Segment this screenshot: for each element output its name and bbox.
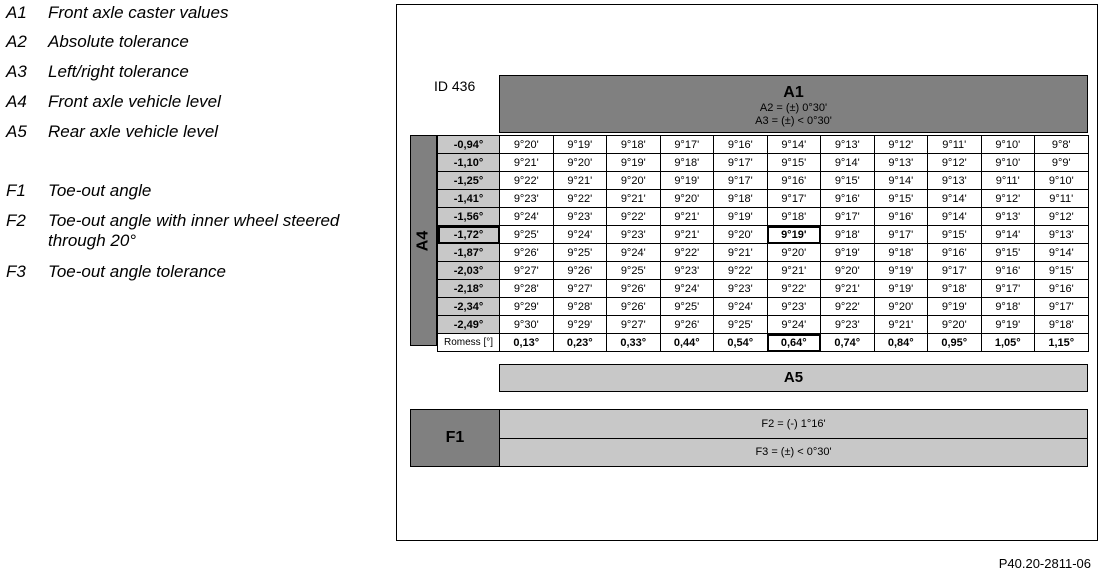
legend-item-a1 (6, 3, 348, 23)
row-label: -2,18° (438, 280, 500, 298)
table-cell: 9°21' (500, 154, 554, 172)
table-cell: 9°23' (500, 190, 554, 208)
table-cell: 9°20' (767, 244, 821, 262)
table-cell: 9°14' (821, 154, 875, 172)
table-cell: 9°19' (874, 262, 928, 280)
table-cell: 9°28' (553, 298, 607, 316)
table-row (438, 298, 1089, 316)
figure-code: P40.20-2811-06 (998, 556, 1091, 571)
table-cell: 9°17' (981, 280, 1035, 298)
romess-row (438, 334, 1089, 352)
romess-cell: 0,64° (767, 334, 821, 352)
table-row (438, 154, 1089, 172)
table-cell: 9°18' (714, 190, 768, 208)
legend-code: A2 (6, 32, 27, 51)
table-cell: 9°18' (1035, 316, 1089, 334)
table-cell: 9°12' (928, 154, 982, 172)
table-cell: 9°16' (767, 172, 821, 190)
table-cell: 9°19' (553, 136, 607, 154)
table-cell: 9°26' (660, 316, 714, 334)
table-cell: 9°12' (981, 190, 1035, 208)
legend-code: F3 (6, 262, 26, 281)
legend-text: Front axle caster values (48, 3, 229, 22)
document-id: ID 436 (434, 78, 476, 94)
table-cell: 9°11' (981, 172, 1035, 190)
table-cell: 9°17' (874, 226, 928, 244)
table-cell: 9°20' (607, 172, 661, 190)
table-cell: 9°19' (660, 172, 714, 190)
romess-label: Romess [°] (438, 334, 500, 352)
table-cell: 9°13' (821, 136, 875, 154)
legend-code: F2 (6, 211, 26, 230)
table-row (438, 244, 1089, 262)
table-cell: 9°26' (607, 298, 661, 316)
table-row (438, 190, 1089, 208)
table-cell: 9°20' (928, 316, 982, 334)
table-cell: 9°22' (500, 172, 554, 190)
legend-code: A5 (6, 122, 27, 141)
table-cell: 9°21' (714, 244, 768, 262)
legend-item-a5 (6, 122, 348, 142)
table-cell: 9°24' (767, 316, 821, 334)
table-cell: 9°22' (767, 280, 821, 298)
row-label: -2,34° (438, 298, 500, 316)
a1-title: A1 (783, 84, 804, 101)
table-cell: 9°22' (821, 298, 875, 316)
table-cell: 9°25' (607, 262, 661, 280)
table-cell: 9°23' (767, 298, 821, 316)
f1-label: F1 (410, 409, 500, 467)
table-cell: 9°13' (874, 154, 928, 172)
romess-cell: 0,95° (928, 334, 982, 352)
table-cell: 9°14' (1035, 244, 1089, 262)
table-cell: 9°14' (928, 190, 982, 208)
table-cell: 9°18' (981, 298, 1035, 316)
table-row (438, 208, 1089, 226)
table-cell: 9°25' (660, 298, 714, 316)
table-cell: 9°17' (767, 190, 821, 208)
table-cell: 9°23' (714, 280, 768, 298)
legend-item-f3 (6, 262, 348, 282)
table-cell: 9°24' (607, 244, 661, 262)
table-cell: 9°23' (821, 316, 875, 334)
table-cell: 9°16' (874, 208, 928, 226)
romess-cell: 0,74° (821, 334, 875, 352)
table-row (438, 316, 1089, 334)
table-cell: 9°21' (767, 262, 821, 280)
table-cell: 9°13' (928, 172, 982, 190)
table-cell: 9°21' (821, 280, 875, 298)
table-cell: 9°16' (928, 244, 982, 262)
table-cell: 9°14' (767, 136, 821, 154)
table-cell: 9°15' (981, 244, 1035, 262)
table-cell: 9°8' (1035, 136, 1089, 154)
table-cell: 9°18' (607, 136, 661, 154)
table-cell: 9°21' (874, 316, 928, 334)
row-label: -2,03° (438, 262, 500, 280)
row-label: -1,25° (438, 172, 500, 190)
legend-code: A4 (6, 92, 27, 111)
romess-cell: 1,15° (1035, 334, 1089, 352)
table-row (438, 280, 1089, 298)
table-cell: 9°27' (553, 280, 607, 298)
legend-code: F1 (6, 181, 26, 200)
romess-cell: 1,05° (981, 334, 1035, 352)
table-cell: 9°16' (714, 136, 768, 154)
legend-text: Front axle vehicle level (48, 92, 221, 111)
f2-value: F2 = (-) 1°16' (499, 409, 1088, 439)
table-cell: 9°20' (874, 298, 928, 316)
romess-cell: 0,54° (714, 334, 768, 352)
row-label: -0,94° (438, 136, 500, 154)
table-cell: 9°15' (821, 172, 875, 190)
table-cell: 9°17' (714, 154, 768, 172)
table-cell: 9°21' (553, 172, 607, 190)
a4-label: A4 (414, 230, 432, 252)
table-cell: 9°13' (1035, 226, 1089, 244)
legend-item-f2 (6, 211, 348, 251)
table-cell: 9°24' (660, 280, 714, 298)
legend-code: A3 (6, 62, 27, 81)
table-cell: 9°17' (821, 208, 875, 226)
table-cell: 9°19' (607, 154, 661, 172)
table-cell: 9°18' (928, 280, 982, 298)
table-cell: 9°10' (1035, 172, 1089, 190)
legend-item-a3 (6, 62, 348, 82)
romess-cell: 0,33° (607, 334, 661, 352)
table-cell: 9°22' (660, 244, 714, 262)
table-cell: 9°17' (928, 262, 982, 280)
table-cell: 9°20' (660, 190, 714, 208)
table-cell: 9°19' (981, 316, 1035, 334)
table-cell: 9°18' (660, 154, 714, 172)
table-cell: 9°16' (981, 262, 1035, 280)
table-cell: 9°26' (607, 280, 661, 298)
a1-header (499, 75, 1088, 133)
table-cell: 9°19' (714, 208, 768, 226)
legend-item-a4 (6, 92, 348, 112)
row-label: -1,72° (438, 226, 500, 244)
table-cell: 9°26' (553, 262, 607, 280)
table-row (438, 226, 1089, 244)
table-cell: 9°16' (1035, 280, 1089, 298)
table-cell: 9°19' (767, 226, 821, 244)
table-cell: 9°21' (660, 208, 714, 226)
legend-code: A1 (6, 3, 27, 22)
table-cell: 9°10' (981, 136, 1035, 154)
table-cell: 9°20' (821, 262, 875, 280)
table-cell: 9°20' (553, 154, 607, 172)
caster-table (437, 135, 1089, 352)
row-label: -1,10° (438, 154, 500, 172)
table-cell: 9°23' (553, 208, 607, 226)
table-cell: 9°18' (821, 226, 875, 244)
romess-cell: 0,44° (660, 334, 714, 352)
table-cell: 9°22' (553, 190, 607, 208)
table-cell: 9°27' (500, 262, 554, 280)
table-cell: 9°28' (500, 280, 554, 298)
table-cell: 9°14' (874, 172, 928, 190)
table-cell: 9°27' (607, 316, 661, 334)
table-row (438, 136, 1089, 154)
table-cell: 9°9' (1035, 154, 1089, 172)
table-cell: 9°15' (928, 226, 982, 244)
table-cell: 9°15' (767, 154, 821, 172)
legend-text: Toe-out angle tolerance (48, 262, 227, 281)
legend-item-f1 (6, 181, 348, 201)
row-label: -1,87° (438, 244, 500, 262)
table-row (438, 262, 1089, 280)
table-cell: 9°19' (928, 298, 982, 316)
table-cell: 9°18' (767, 208, 821, 226)
table-cell: 9°15' (1035, 262, 1089, 280)
table-cell: 9°20' (500, 136, 554, 154)
table-cell: 9°18' (874, 244, 928, 262)
table-cell: 9°19' (874, 280, 928, 298)
table-row (438, 172, 1089, 190)
romess-cell: 0,13° (500, 334, 554, 352)
f3-value: F3 = (±) < 0°30' (499, 438, 1088, 467)
table-cell: 9°25' (553, 244, 607, 262)
table-cell: 9°15' (874, 190, 928, 208)
table-cell: 9°24' (500, 208, 554, 226)
a4-side-bar (410, 135, 437, 346)
table-cell: 9°10' (981, 154, 1035, 172)
table-cell: 9°24' (553, 226, 607, 244)
row-label: -1,41° (438, 190, 500, 208)
table-cell: 9°13' (981, 208, 1035, 226)
romess-cell: 0,23° (553, 334, 607, 352)
legend-text: Rear axle vehicle level (48, 122, 219, 141)
table-cell: 9°16' (821, 190, 875, 208)
table-cell: 9°14' (981, 226, 1035, 244)
table-cell: 9°29' (500, 298, 554, 316)
table-cell: 9°23' (660, 262, 714, 280)
table-cell: 9°25' (714, 316, 768, 334)
table-cell: 9°25' (500, 226, 554, 244)
table-cell: 9°30' (500, 316, 554, 334)
a2-tolerance: A2 = (±) 0°30' (759, 102, 828, 114)
table-cell: 9°14' (928, 208, 982, 226)
table-cell: 9°12' (874, 136, 928, 154)
legend-item-a2 (6, 32, 348, 52)
a5-footer: A5 (499, 364, 1088, 392)
table-cell: 9°17' (1035, 298, 1089, 316)
legend-text: Absolute tolerance (48, 32, 189, 51)
romess-cell: 0,84° (874, 334, 928, 352)
table-cell: 9°19' (821, 244, 875, 262)
table-cell: 9°11' (928, 136, 982, 154)
table-cell: 9°22' (607, 208, 661, 226)
table-cell: 9°11' (1035, 190, 1089, 208)
table-cell: 9°20' (714, 226, 768, 244)
table-cell: 9°23' (607, 226, 661, 244)
a3-tolerance: A3 = (±) < 0°30' (755, 115, 832, 127)
table-cell: 9°22' (714, 262, 768, 280)
table-cell: 9°21' (660, 226, 714, 244)
table-cell: 9°24' (714, 298, 768, 316)
legend-text: Toe-out angle with inner wheel steered through 20° (48, 211, 340, 250)
table-cell: 9°12' (1035, 208, 1089, 226)
table-cell: 9°17' (660, 136, 714, 154)
table-cell: 9°26' (500, 244, 554, 262)
legend-text: Toe-out angle (48, 181, 152, 200)
table-cell: 9°17' (714, 172, 768, 190)
legend-text: Left/right tolerance (48, 62, 189, 81)
row-label: -2,49° (438, 316, 500, 334)
table-cell: 9°29' (553, 316, 607, 334)
row-label: -1,56° (438, 208, 500, 226)
table-cell: 9°21' (607, 190, 661, 208)
